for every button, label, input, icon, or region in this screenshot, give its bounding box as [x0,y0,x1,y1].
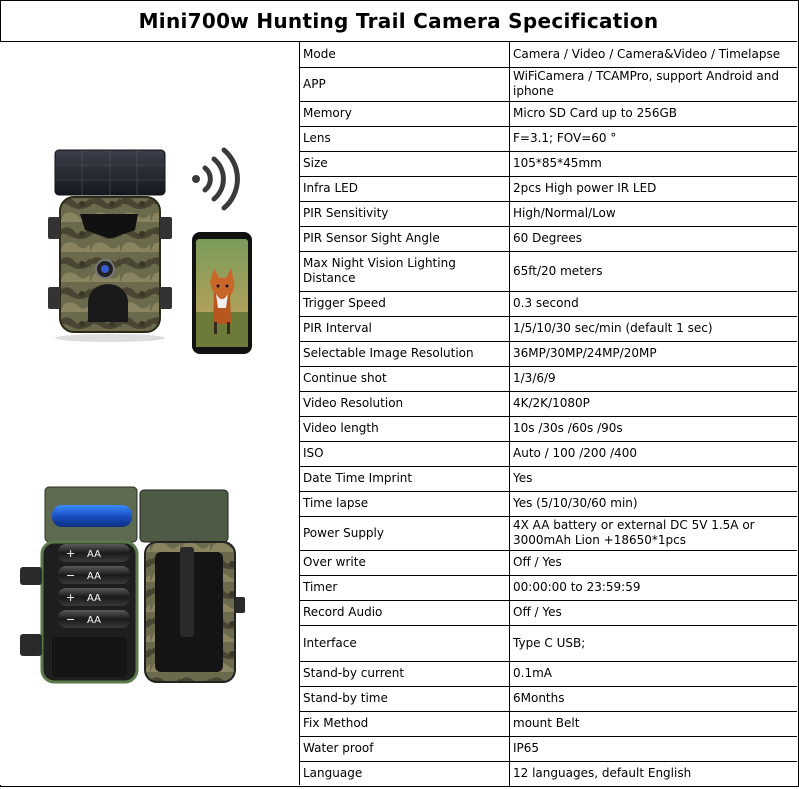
spec-value: Yes (5/10/30/60 min) [510,491,798,516]
spec-value: 65ft/20 meters [510,251,798,291]
spec-value: Off / Yes [510,600,798,625]
spec-value: 60 Degrees [510,226,798,251]
table-row [300,600,797,625]
table-row [300,341,797,366]
table-row [300,516,797,550]
smartphone-image [192,232,252,354]
spec-value: 10s /30s /60s /90s [510,416,798,441]
table-row [300,176,797,201]
table-row [300,226,797,251]
table-row [300,466,797,491]
spec-value: 105*85*45mm [510,151,798,176]
spec-value: F=3.1; FOV=60 ° [510,126,798,151]
spec-value: Type C USB; [510,625,798,661]
spec-label: Timer [300,575,510,600]
product-illustration [0,42,299,785]
spec-value: 0.3 second [510,291,798,316]
spec-label: Over write [300,550,510,575]
table-row [300,126,797,151]
spec-label: Language [300,761,510,786]
battery-label: AA [87,549,101,560]
table-row [300,761,797,786]
spec-label: Video Resolution [300,391,510,416]
spec-value: 1/5/10/30 sec/min (default 1 sec) [510,316,798,341]
spec-value: IP65 [510,736,798,761]
table-row [300,661,797,686]
spec-value: 12 languages, default English [510,761,798,786]
spec-label: Record Audio [300,600,510,625]
table-row [300,291,797,316]
spec-label: Max Night Vision Lighting Distance [300,251,510,291]
open-camera-battery-image [20,487,245,682]
spec-label: ISO [300,441,510,466]
table-row [300,550,797,575]
spec-value: 36MP/30MP/24MP/20MP [510,341,798,366]
spec-value: 4X AA battery or external DC 5V 1.5A or 3000mAh Lion +18650*1pcs [510,516,798,550]
table-row [300,736,797,761]
spec-label: Continue shot [300,366,510,391]
battery-label: AA [87,593,101,604]
solar-camera-image [48,150,172,342]
spec-value: Auto / 100 /200 /400 [510,441,798,466]
spec-label: Memory [300,101,510,126]
spec-value: 1/3/6/9 [510,366,798,391]
spec-label: PIR Interval [300,316,510,341]
spec-label: APP [300,67,510,101]
spec-label: Time lapse [300,491,510,516]
spec-label: Lens [300,126,510,151]
spec-label: Trigger Speed [300,291,510,316]
svg-text:−: − [66,569,76,582]
table-row [300,575,797,600]
spec-label: Power Supply [300,516,510,550]
spec-label: Fix Method [300,711,510,736]
table-row [300,711,797,736]
table-row [300,491,797,516]
spec-value: 0.1mA [510,661,798,686]
spec-label: PIR Sensitivity [300,201,510,226]
battery-label: AA [87,571,101,582]
spec-value: Micro SD Card up to 256GB [510,101,798,126]
spec-label: Video length [300,416,510,441]
table-row [300,686,797,711]
table-row [300,441,797,466]
table-row [300,316,797,341]
table-row [300,201,797,226]
svg-text:−: − [66,613,76,626]
spec-label: Water proof [300,736,510,761]
spec-value: Camera / Video / Camera&Video / Timelapse [510,42,798,67]
svg-text:+: + [66,547,76,560]
wifi-signal-icon [192,150,237,208]
spec-label: Infra LED [300,176,510,201]
spec-label: Date Time Imprint [300,466,510,491]
table-row [300,67,797,101]
table-row [300,251,797,291]
table-row [300,366,797,391]
svg-text:+: + [66,591,76,604]
spec-label: PIR Sensor Sight Angle [300,226,510,251]
spec-value: 00:00:00 to 23:59:59 [510,575,798,600]
specification-table [300,42,797,787]
spec-label: Stand-by time [300,686,510,711]
table-row [300,625,797,661]
spec-value: 4K/2K/1080P [510,391,798,416]
spec-label: Selectable Image Resolution [300,341,510,366]
table-row [300,42,797,67]
spec-label: Size [300,151,510,176]
spec-value: Yes [510,466,798,491]
spec-value: High/Normal/Low [510,201,798,226]
battery-label: AA [87,615,101,626]
spec-value: 6Months [510,686,798,711]
page-title: Mini700w Hunting Trail Camera Specification [0,0,797,42]
spec-value: Off / Yes [510,550,798,575]
table-row [300,101,797,126]
spec-label: Interface [300,625,510,661]
product-images-panel [0,42,300,785]
spec-value: 2pcs High power IR LED [510,176,798,201]
spec-label: Mode [300,42,510,67]
table-row [300,391,797,416]
spec-value: mount Belt [510,711,798,736]
spec-value: WiFiCamera / TCAMPro, support Android and iphone [510,67,798,101]
table-row [300,416,797,441]
spec-label: Stand-by current [300,661,510,686]
table-row [300,151,797,176]
